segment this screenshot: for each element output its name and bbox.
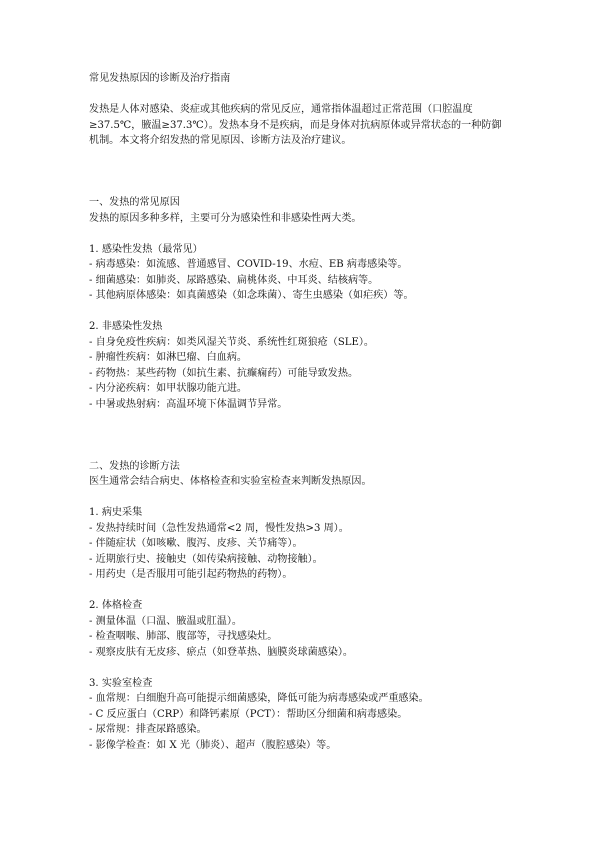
list-item: - 尿常规：排查尿路感染。	[89, 724, 207, 735]
list-item: - 观察皮肤有无皮疹、瘀点（如登革热、脑膜炎球菌感染）。	[89, 646, 354, 658]
list-item: - 中暑或热射病：高温环境下体温调节异常。	[89, 398, 288, 410]
spacer	[89, 226, 509, 242]
list-item: - 其他病原体感染：如真菌感染（如念珠菌）、寄生虫感染（如疟疾）等。	[89, 290, 414, 301]
bullet-list	[89, 691, 509, 753]
list-item: - 病毒感染：如流感、普通感冒、COVID-19、水痘、EB 病毒感染等。	[89, 259, 408, 270]
bullet-list	[89, 614, 509, 661]
subsection-heading: 2. 非感染性发热	[89, 321, 163, 332]
list-item: - 药物热：某些药物（如抗生素、抗癫痫药）可能导致发热。	[89, 367, 359, 379]
spacer	[89, 490, 509, 506]
bullet-list	[89, 521, 509, 583]
list-item: - 测量体温（口温、腋温或肛温）。	[89, 615, 242, 627]
list-item: - 内分泌疾病：如甲状腺功能亢进。	[89, 383, 248, 394]
subsection-heading: 1. 病史采集	[89, 507, 143, 518]
list-item: - 发热持续时间（急性发热通常<2 周，慢性发热>3 周）。	[89, 522, 349, 534]
list-item: - 用药史（是否服用可能引起药物热的药物）。	[89, 569, 293, 580]
document-body	[89, 71, 509, 753]
section-lead: 发热的原因多种多样，主要可分为感染性和非感染性两大类。	[89, 212, 362, 224]
section-spacer	[89, 149, 509, 196]
spacer	[89, 304, 509, 320]
list-item: - 近期旅行史、接触史（如传染病接触、动物接触）。	[89, 553, 323, 565]
list-item: - 检查咽喉、肺部、腹部等，寻找感染灶。	[89, 631, 278, 642]
section-heading: 一、发热的常见原因	[89, 197, 180, 208]
list-item: - 肿瘤性疾病：如淋巴瘤、白血病。	[89, 352, 248, 363]
list-item: - 影像学检查：如 X 光（肺炎）、超声（腹腔感染）等。	[89, 739, 337, 751]
section-spacer	[89, 412, 509, 459]
subsection-heading: 1. 感染性发热（最常见）	[89, 243, 203, 255]
list-item: - 自身免疫性疾病：如类风湿关节炎、系统性红斑狼疮（SLE）。	[89, 336, 374, 348]
spacer	[89, 583, 509, 599]
section-lead: 医生通常会结合病史、体格检查和实验室检查来判断发热原因。	[89, 476, 372, 487]
intro-paragraph: 发热是人体对感染、炎症或其他疾病的常见反应，通常指体温超过正常范围（口腔温度≥37.5℃，腋温≥37.3℃）。发热本身不是疾病，而是身体对抗病原体或异常状态的一种防御机制。本文将介绍发热的常见原因、诊断方法及治疗建议。	[89, 104, 502, 146]
document-title: 常见发热原因的诊断及治疗指南	[89, 73, 231, 84]
bullet-list	[89, 335, 509, 413]
section-heading: 二、发热的诊断方法	[89, 460, 180, 472]
list-item: - 细菌感染：如肺炎、尿路感染、扁桃体炎、中耳炎、结核病等。	[89, 274, 379, 286]
section-diagnosis	[89, 459, 509, 754]
bullet-list	[89, 257, 509, 304]
list-item: - 血常规：白细胞升高可能提示细菌感染，降低可能为病毒感染或严重感染。	[89, 693, 429, 704]
list-item: - C 反应蛋白（CRP）和降钙素原（PCT）：帮助区分细菌和病毒感染。	[89, 708, 408, 720]
subsection-heading: 2. 体格检查	[89, 600, 143, 611]
spacer	[89, 660, 509, 676]
list-item: - 伴随症状（如咳嗽、腹泻、皮疹、关节痛等）。	[89, 538, 303, 549]
subsection-heading: 3. 实验室检查	[89, 677, 153, 689]
section-causes	[89, 195, 509, 412]
